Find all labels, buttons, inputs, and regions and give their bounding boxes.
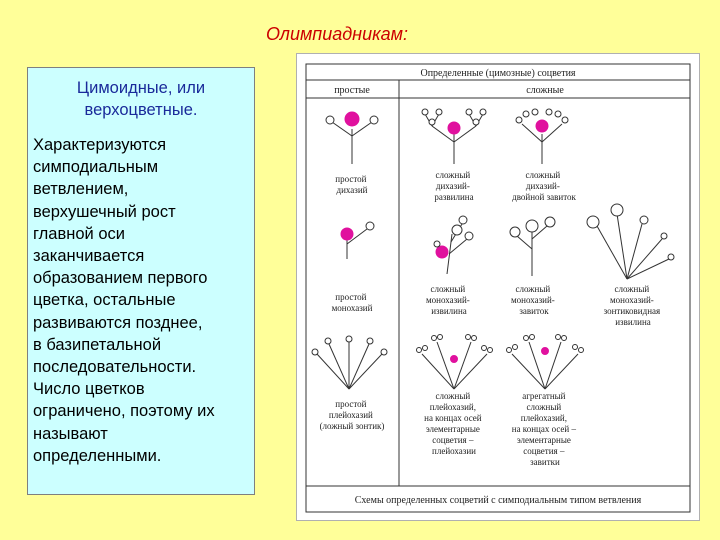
body-line: последовательности. (33, 358, 197, 377)
textbox-body (33, 134, 255, 467)
body-line: называют (33, 424, 108, 443)
simple-pleiochasium-diagram (312, 336, 387, 389)
label-compound-monochasium-umbel: сложный монохазий- зонтиковидная извилина (603, 284, 661, 327)
body-line: верхушечный рост (33, 202, 176, 221)
compound-dichasium-double-scorpioid-diagram (516, 109, 568, 164)
body-line: Характеризуются (33, 136, 167, 154)
inflorescence-figure (296, 53, 700, 521)
body-line: заканчивается (33, 247, 145, 266)
figure-caption: Схемы определенных соцветий с симподиальным типом ветвления (354, 495, 642, 506)
col-simple: простые (334, 85, 370, 96)
label-simple-dichasium: простой дихазий (335, 174, 368, 195)
heading-line: верхоцветные. (84, 101, 198, 119)
label-compound-pleiochasium: сложный плейохазий, на концах осей элементарные соцветия – плейохазии (424, 391, 482, 456)
label-compound-monochasium-scorpioid: сложный монохазий- завиток (510, 284, 555, 316)
compound-monochasium-umbel-cincinnus-diagram (587, 204, 674, 279)
body-line: развиваются позднее, (33, 313, 203, 332)
inflorescence-diagram (297, 54, 701, 522)
body-line: определенными. (33, 446, 162, 465)
col-complex: сложные (526, 85, 564, 96)
compound-dichasium-fork-diagram (422, 109, 486, 164)
body-line: симподиальным (33, 158, 159, 177)
slide-title: Олимпиадникам: (266, 24, 408, 44)
label-aggregate-pleiochasium: агрегатный сложный плейохазий, на концах осей – элементарные соцветия – завитки (511, 391, 576, 467)
body-line: главной оси (33, 224, 125, 243)
body-line: в базипетальной (33, 335, 162, 354)
label-compound-dichasium-fork: сложный дихазий- развилина (434, 170, 474, 202)
label-compound-dichasium-double: сложный дихазий- двойной завиток (512, 170, 576, 202)
simple-dichasium-diagram (326, 112, 378, 164)
body-line: Число цветков (33, 380, 145, 399)
description-textbox (27, 67, 255, 495)
aggregate-compound-pleiochasium-diagram (507, 335, 584, 390)
body-line: ветвлением, (33, 180, 129, 199)
simple-monochasium-diagram (341, 222, 374, 259)
label-compound-monochasium-cincinnus: сложный монохазий- извилина (425, 284, 470, 316)
textbox-heading (28, 77, 254, 121)
body-line: ограничено, поэтому их (33, 402, 215, 421)
compound-pleiochasium-diagram (417, 335, 493, 390)
body-line: образованием первого (33, 269, 208, 288)
compound-monochasium-cincinnus-diagram (434, 216, 473, 274)
compound-monochasium-scorpioid-diagram (510, 217, 555, 276)
figure-header: Определенные (цимозные) соцветия (420, 68, 576, 79)
label-simple-monochasium: простой монохазий (331, 292, 373, 313)
body-line: цветка, остальные (33, 291, 176, 310)
label-simple-pleiochasium: простой плейохазий (ложный зонтик) (319, 399, 385, 431)
heading-line: Цимоидные, или (76, 79, 206, 97)
